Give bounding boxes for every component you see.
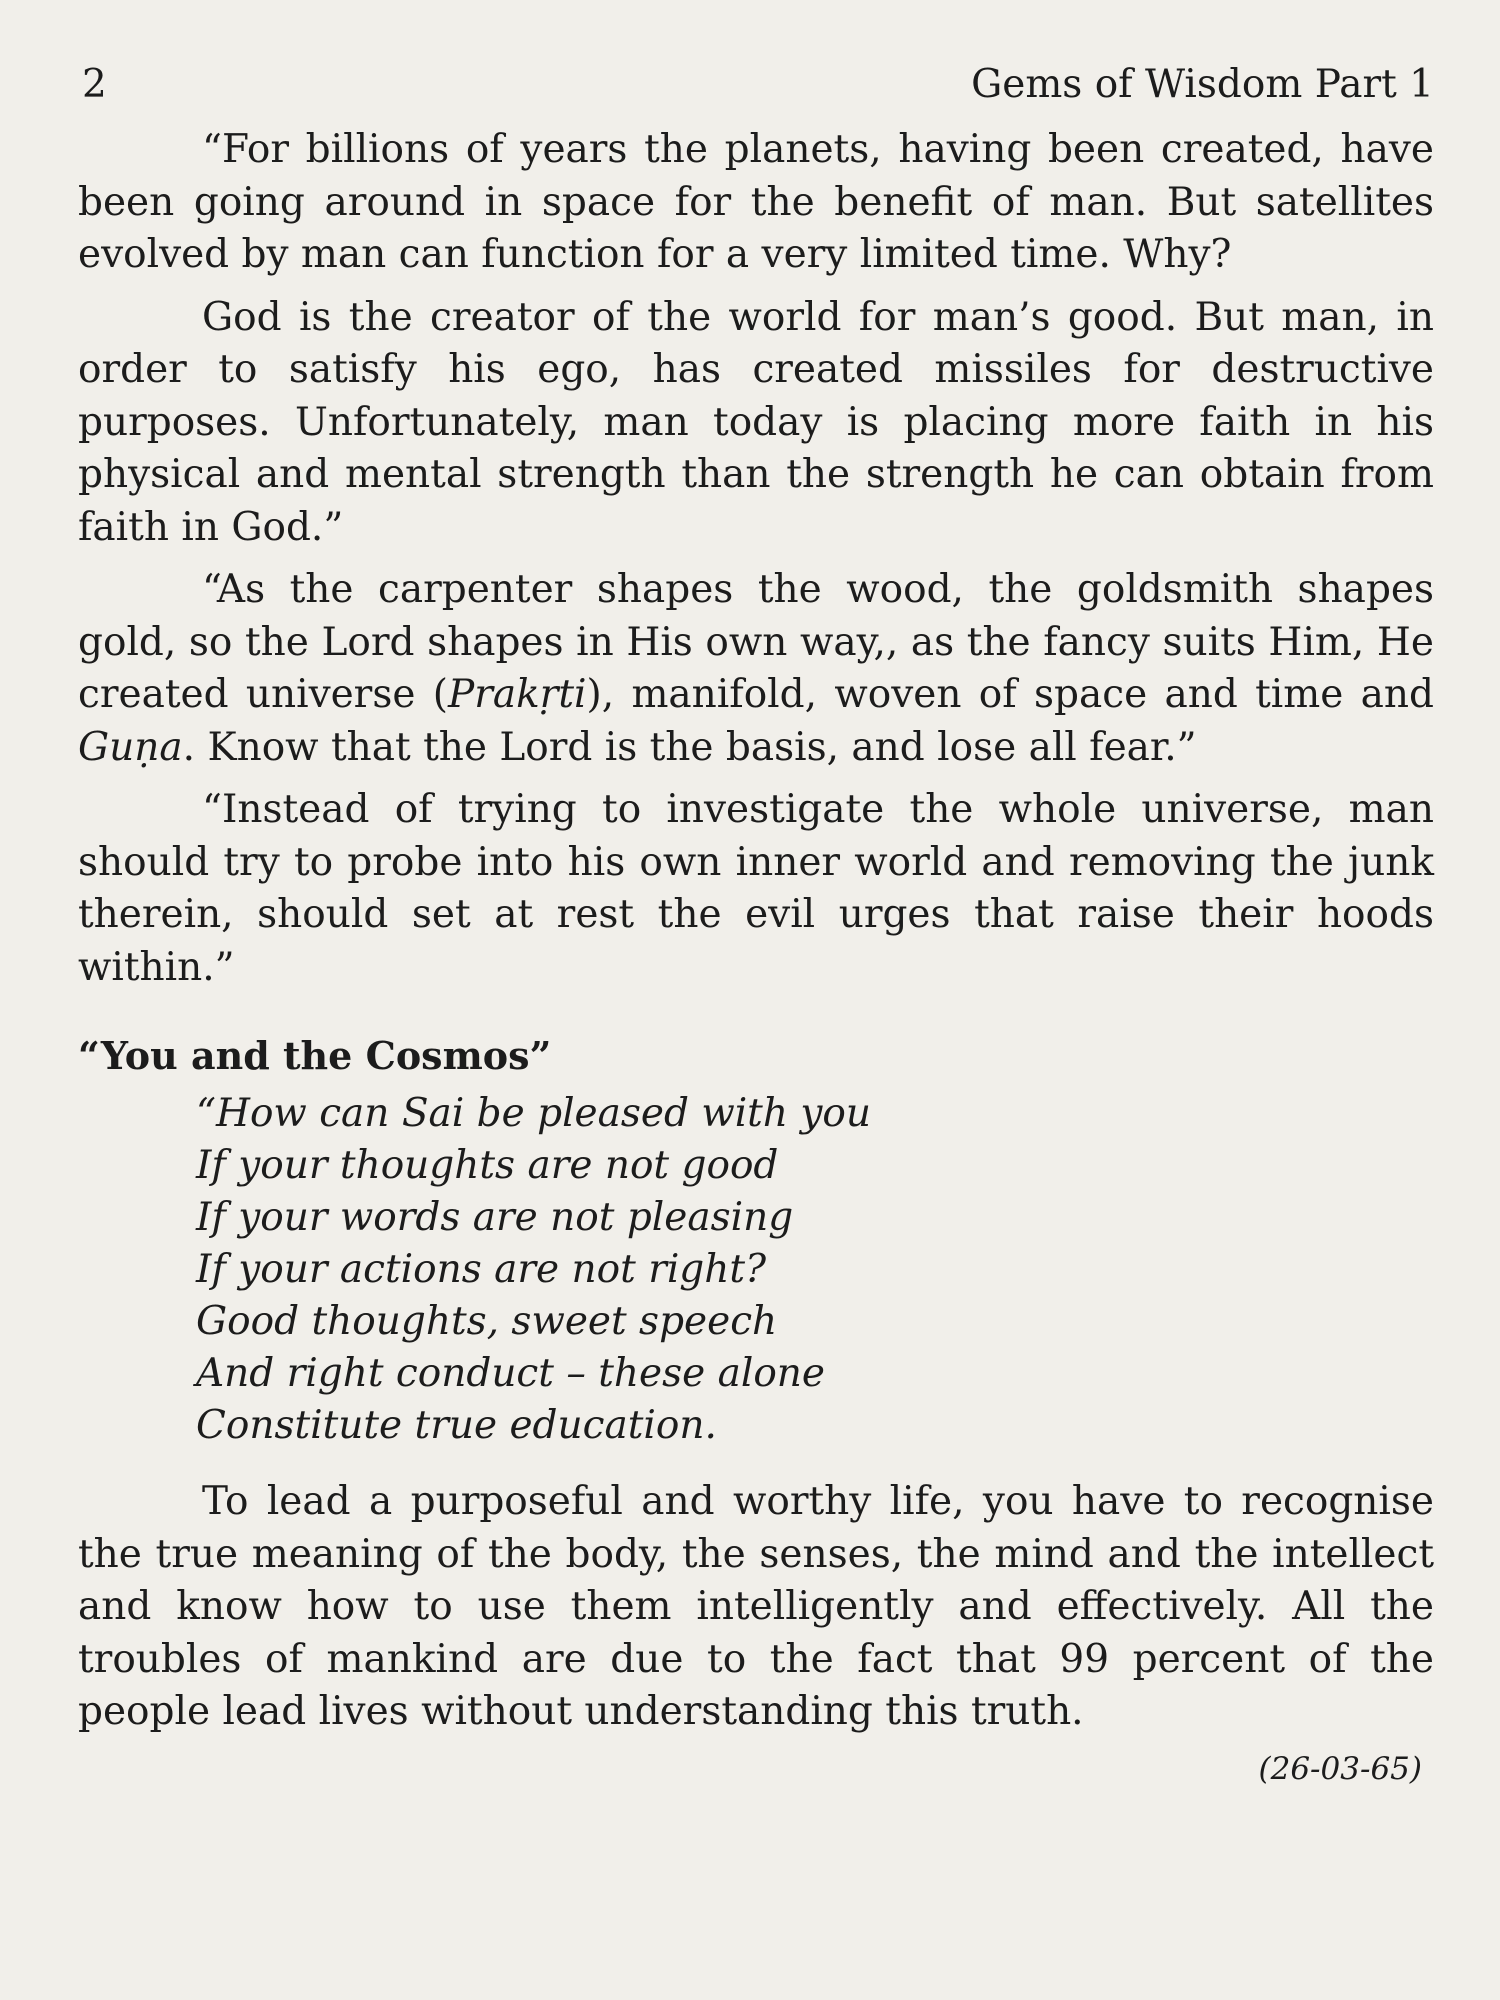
section-heading: “You and the Cosmos”	[78, 1033, 552, 1078]
paragraph-carpenter-text-c: . Know that the Lord is the basis, and lose all fear.”	[182, 724, 1197, 770]
paragraph-carpenter-text-a: “As the carpenter shapes the wood, the goldsmith shapes gold, so the Lord shapes in His own way,, as the fancy suits Him, He created universe (	[78, 567, 1434, 717]
page-header	[78, 60, 1434, 110]
paragraph-carpenter-text-b: ), manifold, woven of space and time and	[586, 672, 1434, 717]
paragraph-god-creator: God is the creator of the world for man’s good. But man, in order to satisfy his ego, has created missiles for destructive purposes. Unfortunately, man today is placing more faith in his physical and mental strength than the strength he can obtain from faith in God.”	[78, 294, 1434, 550]
term-prakrti: Prakṛti	[447, 672, 587, 717]
running-title: Gems of Wisdom Part 1	[971, 62, 1434, 107]
date-reference: (26-03-65)	[1258, 1750, 1422, 1787]
poem	[196, 1088, 1434, 1452]
poem-line: Constitute true education.	[196, 1403, 717, 1448]
term-guna: Guṇa	[78, 724, 183, 770]
paragraph-closing: To lead a purposeful and worthy life, you have to recognise the true meaning of the body, the senses, the mind and the intellect and know how to use them intelligently and effectively. All the troubles of mankind are due to the fact that 99 percent of the people lead lives without understanding this truth.	[78, 1479, 1434, 1734]
page-number: 2	[82, 62, 107, 107]
poem-line: And right conduct – these alone	[196, 1351, 826, 1396]
paragraph-planets: “For billions of years the planets, having been created, have been going around in space for the benefit of man. But satellites evolved by man can function for a very limited time. Why?	[78, 127, 1434, 277]
poem-line: Good thoughts, sweet speech	[196, 1299, 778, 1344]
poem-line: If your actions are not right?	[196, 1247, 766, 1292]
poem-line: If your words are not pleasing	[196, 1195, 794, 1240]
paragraph-inner-world: “Instead of trying to investigate the whole universe, man should try to probe into his own inner world and removing the junk therein, should set at rest the evil urges that raise their hoods within.”	[78, 787, 1434, 990]
paragraph-carpenter	[78, 564, 1434, 774]
poem-line: If your thoughts are not good	[196, 1143, 779, 1188]
poem-line: “How can Sai be pleased with you	[196, 1091, 871, 1136]
